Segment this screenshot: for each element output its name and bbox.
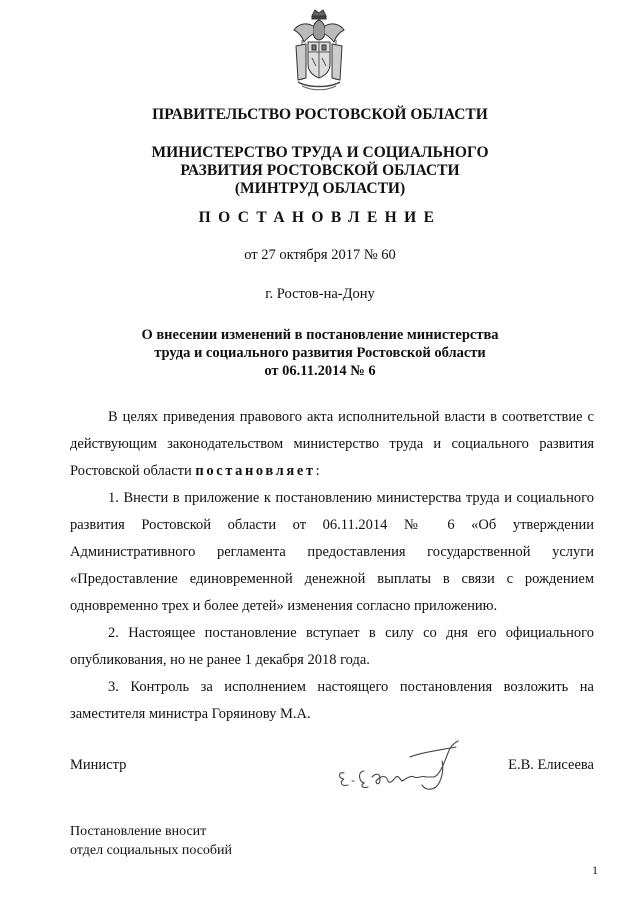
page-number: 1 [592, 863, 598, 877]
item-paragraph: 3. Контроль за исполнением настоящего постановления возложить на заместителя министра Горяинову М.А. [70, 679, 594, 722]
coat-of-arms-icon [288, 6, 350, 92]
intro-paragraph: В целях приведения правового акта исполнительной власти в соответствие с действующим законодательством министерство труда и социального развития Ростовской области постановляет: [70, 409, 594, 479]
ministry-name-line: МИНИСТЕРСТВО ТРУДА И СОЦИАЛЬНОГО [151, 144, 489, 161]
document-body [70, 404, 594, 728]
government-name: ПРАВИТЕЛЬСТВО РОСТОВСКОЙ ОБЛАСТИ [152, 106, 488, 123]
ministry-name [40, 144, 600, 198]
signatory-title: Министр [70, 757, 127, 773]
handwritten-signature [330, 735, 465, 795]
item-paragraph: 1. Внести в приложение к постановлению министерства труда и социального развития Ростовской области от 06.11.2014 № 6 «Об утверждении Административного регламента предоставления государственной услуги «Предоставление единовременной денежной выплаты в связи с рождением одновременно трех и более детей» изменения согласно приложению. [70, 490, 594, 614]
submitter-note [70, 822, 232, 860]
ministry-abbreviation: (МИНТРУД ОБЛАСТИ) [234, 180, 406, 197]
subject-line: труда и социального развития Ростовской области [154, 345, 486, 361]
intro-verb: постановляет [195, 463, 316, 479]
subject-line: от 06.11.2014 № 6 [264, 363, 376, 379]
document-city: г. Ростов-на-Дону [265, 286, 375, 302]
document-date: от 27 октября 2017 № 60 [244, 247, 396, 263]
subject-line: О внесении изменений в постановление министерства [141, 327, 499, 343]
document-subject [40, 326, 600, 380]
intro-text: В целях приведения правового акта исполнительной власти в соответствие с действующим законодательством министерство труда и социального развития Ростовской области [70, 409, 594, 479]
ministry-name-line: РАЗВИТИЯ РОСТОВСКОЙ ОБЛАСТИ [180, 162, 460, 179]
item-paragraph: 2. Настоящее постановление вступает в силу со дня его официального опубликования, но не ранее 1 декабря 2018 года. [70, 625, 594, 668]
document-type: ПОСТАНОВЛЕНИЕ [198, 209, 442, 226]
submitter-note-line: Постановление вносит [70, 824, 207, 839]
signatory-name: Е.В. Елисеева [508, 757, 594, 773]
submitter-note-line: отдел социальных пособий [70, 843, 233, 858]
